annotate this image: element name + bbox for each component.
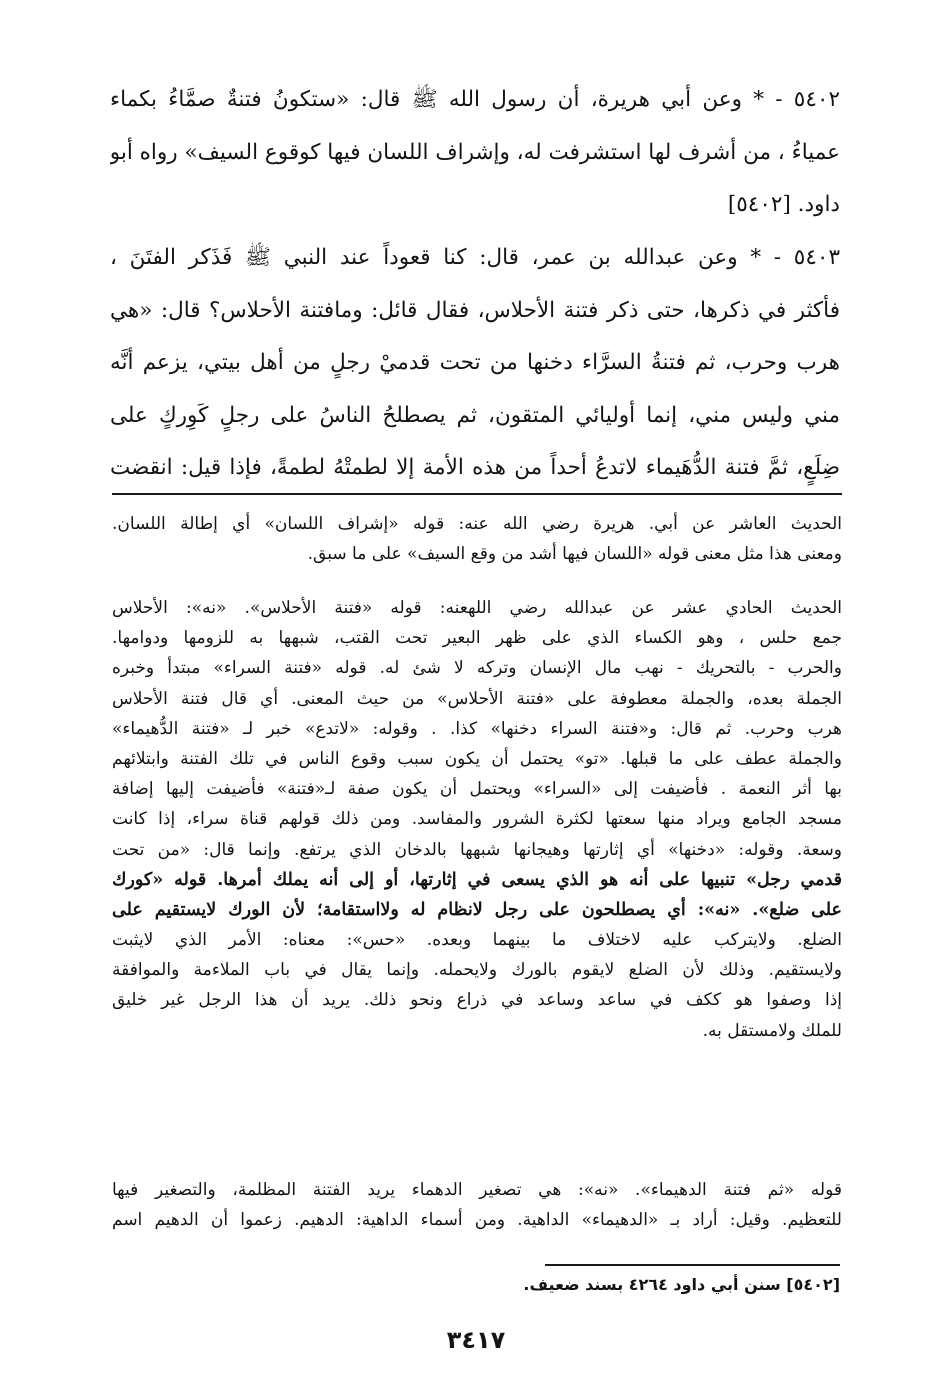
text-line: والجملة عطف على ما قبلها. «تو» يحتمل أن يكون سبب وقوع الناس في تلك الفتنة وابتلائهم xyxy=(112,748,842,769)
text-line: للتعظيم. وقيل: أراد بـ «الدهيماء» الداهية. ومن أسماء الداهية: الدهيم. زعموا أن الدهيم اسم xyxy=(112,1210,842,1231)
hadith-5403 xyxy=(110,232,840,495)
text-line: ولايستقيم. وذلك لأن الضلع لايقوم بالورك ولايحمله. وإنما يقال في باب الملاءمة والموافقة xyxy=(112,960,842,981)
text-line: ومعنى هذا مثل معنى قوله «اللسان فيها أشد من وقع السيف» على ما سبق. xyxy=(307,544,842,565)
text-line: والحرب - بالتحريك - نهب مال الإنسان وتركه لا شئ له. قوله «فتنة السراء» مبتدأ وخبره xyxy=(112,658,842,679)
text-line: داود. [٥٤٠٢] xyxy=(727,192,840,217)
text-line: الجملة بعده، والجملة معطوفة على «فتنة الأحلاس» من حيث المعنى. أي قال فتنة الأحلاس xyxy=(112,688,842,709)
text-line: قدمي رجل» تنبيها على أنه هو الذي يسعى في إثارتها، أو إلى أنه يملك أمرها. قوله «كورك xyxy=(112,869,842,890)
text-line: الحديث العاشر عن أبي. هريرة رضي الله عنه: قوله «إشراف اللسان» أي إطالة اللسان. xyxy=(112,514,842,534)
text-line: إذا وصفوا هو ككف في ساعد وساعد في ذراع ونحو ذلك. يريد أن هذا الرجل غير خليق xyxy=(112,990,842,1011)
commentary-paragraph-3 xyxy=(112,1175,842,1235)
text-line: الحديث الحادي عشر عن عبدالله رضي اللهعنه: قوله «فتنة الأحلاس». «نه»: الأحلاس xyxy=(112,598,842,618)
text-line: بها أثر النعمة . فأضيفت إلى «السراء» ويحتمل أن يكون صفة لـ«فتنة» فأضيفت إليها إضافة xyxy=(112,779,842,800)
text-line: وسعة. وقوله: «دخنها» أي إثارتها وهيجانها شبهها بالدخان الذي يرتفع. وإنما قال: «من تحت xyxy=(112,839,842,860)
text-line: جمع حلس ، وهو الكساء الذي على ظهر البعير تحت القتب، شبهها به للزومها ودوامها. xyxy=(112,628,842,649)
text-line: مسجد الجامع ويراد منها سعتها لكثرة الشرور والمفاسد. ومن ذلك قولهم قناة سراء، إذا كانت xyxy=(112,809,842,830)
text-line: ٥٤٠٣ - * وعن عبدالله بن عمر، قال: كنا قعوداً عند النبي ﷺ فَذَكر الفتَنَ ، xyxy=(110,245,840,270)
commentary-paragraph-2 xyxy=(112,593,842,1046)
text-line: قوله «ثم فتنة الدهيماء». «نه»: هي تصغير الدهماء يريد الفتنة المظلمة، والتصغير فيها xyxy=(112,1180,842,1200)
text-line: ضِلَعٍ، ثمَّ فتنة الدُّهَيماء لاتدعُ أحداً من هذه الأمة إلا لطمتْهُ لطمةً، فإذا قيل: انقضت xyxy=(110,455,840,480)
footnote: [٥٤٠٢] سنن أبي داود ٤٢٦٤ بسند ضعيف. xyxy=(523,1275,840,1294)
text-line: الضلع. ولايتركب عليه لاختلاف ما بينهما وبعده. «حس»: معناه: الأمر الذي لايثبت xyxy=(112,930,842,951)
text-line: هرب وحرب، ثم فتنةُ السرَّاء دخنها من تحت قدميْ رجلٍ من أهل بيتي، يزعم أنَّه xyxy=(110,350,840,375)
text-line: هرب وحرب. ثم قال: و«فتنة السراء دخنها» كذا. . وقوله: «لاتدع» خبر لـ «فتنة الدُّهيماء» xyxy=(112,718,842,739)
text-line: فأكثر في ذكرها، حتى ذكر فتنة الأحلاس، فقال قائل: ومافتنة الأحلاس؟ قال: «هي xyxy=(110,297,840,323)
text-line: للملك ولامستقل به. xyxy=(702,1020,842,1041)
page-number: ٣٤١٧ xyxy=(446,1326,506,1354)
footnote-divider xyxy=(545,1264,840,1266)
commentary-divider xyxy=(112,493,842,495)
text-line: عمياءُ ، من أشرف لها استشرفت له، وإشراف اللسان فيها كوقوع السيف» رواه أبو xyxy=(110,139,840,165)
text-line: على ضلع». «نه»: أي يصطلحون على رجل لانظام له ولااستقامة؛ لأن الورك لايستقيم على xyxy=(112,899,842,920)
hadith-5402 xyxy=(110,74,840,232)
text-line: ٥٤٠٢ - * وعن أبي هريرة، أن رسول الله ﷺ قال: «ستكونُ فتنةٌ صمَّاءُ بكماء xyxy=(110,87,840,112)
commentary-paragraph-1 xyxy=(112,509,842,569)
text-line: مني وليس مني، إنما أوليائي المتقون، ثم يصطلحُ الناسُ على رجلٍ كَوِركٍ على xyxy=(110,402,840,428)
